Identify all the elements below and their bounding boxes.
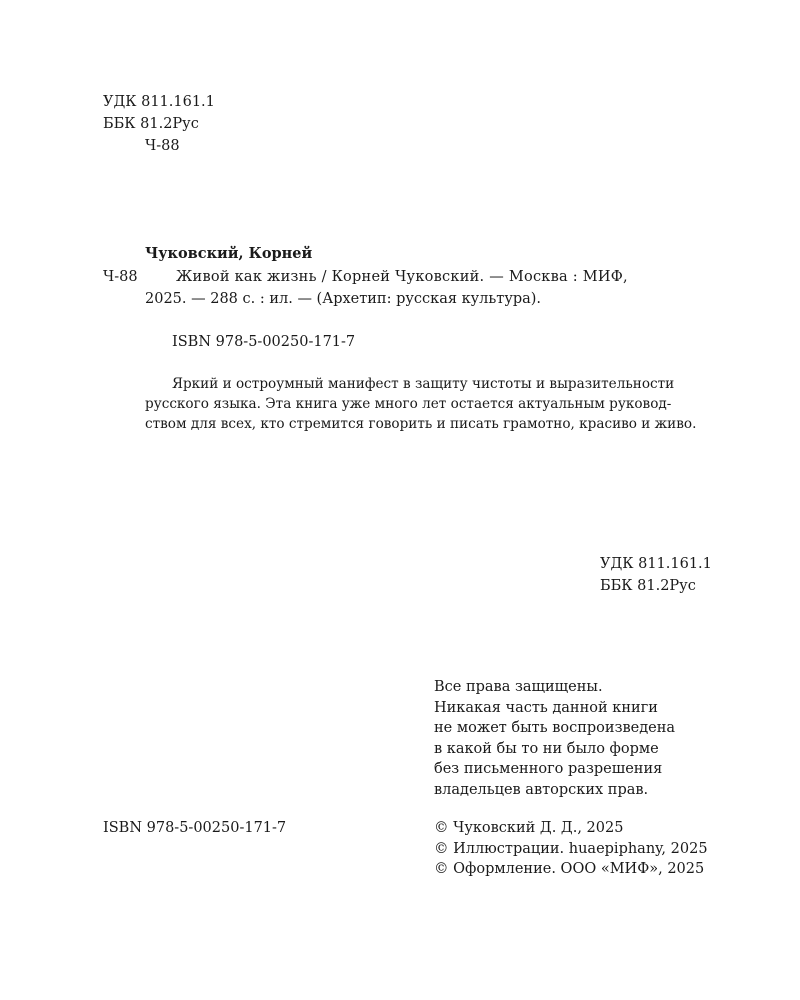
- copyright-block: [434, 818, 708, 880]
- footer-bbk-code: ББК 81.2Рус: [600, 578, 696, 594]
- rights-line: Никакая часть данной книги: [434, 699, 658, 716]
- title-line-1-text: Живой как жизнь / Корней Чуковский. — Москва : МИФ,: [176, 269, 628, 285]
- isbn-record: ISBN 978-5-00250-171-7: [172, 334, 356, 350]
- rights-line: владельцев авторских прав.: [434, 781, 649, 798]
- title-line-1: [176, 267, 708, 287]
- rights-line: не может быть воспроизведена: [434, 720, 676, 736]
- udk-code: УДК 811.161.1: [103, 94, 215, 110]
- isbn-footer: ISBN 978-5-00250-171-7: [103, 820, 287, 836]
- copyright-line: © Иллюстрации. huaepiphany, 2025: [434, 840, 708, 857]
- title-line-2: 2025. — 288 с. : ил. — (Архетип: русская культура).: [145, 291, 542, 307]
- author-mark: Ч-88: [145, 138, 180, 154]
- footer-udk-code: УДК 811.161.1: [600, 556, 712, 572]
- author-heading: Чуковский, Корней: [145, 245, 313, 262]
- rights-line: Все права защищены.: [434, 679, 603, 695]
- annotation-line-1: Яркий и остроумный манифест в защиту чистоты и выразительности: [172, 376, 675, 392]
- copyright-line: © Чуковский Д. Д., 2025: [434, 820, 624, 836]
- annotation-line-3: ством для всех, кто стремится говорить и писать грамотно, красиво и живо.: [145, 416, 697, 432]
- rights-notice: [434, 677, 675, 800]
- record-mark: Ч-88: [103, 269, 138, 285]
- copyright-line: © Оформление. ООО «МИФ», 2025: [434, 861, 705, 877]
- bbk-code: ББК 81.2Рус: [103, 116, 199, 132]
- annotation: [145, 374, 711, 434]
- rights-line: без письменного разрешения: [434, 761, 663, 777]
- annotation-line-2: русского языка. Эта книга уже много лет остается актуальным руковод-: [145, 396, 672, 412]
- rights-line: в какой бы то ни было форме: [434, 740, 659, 757]
